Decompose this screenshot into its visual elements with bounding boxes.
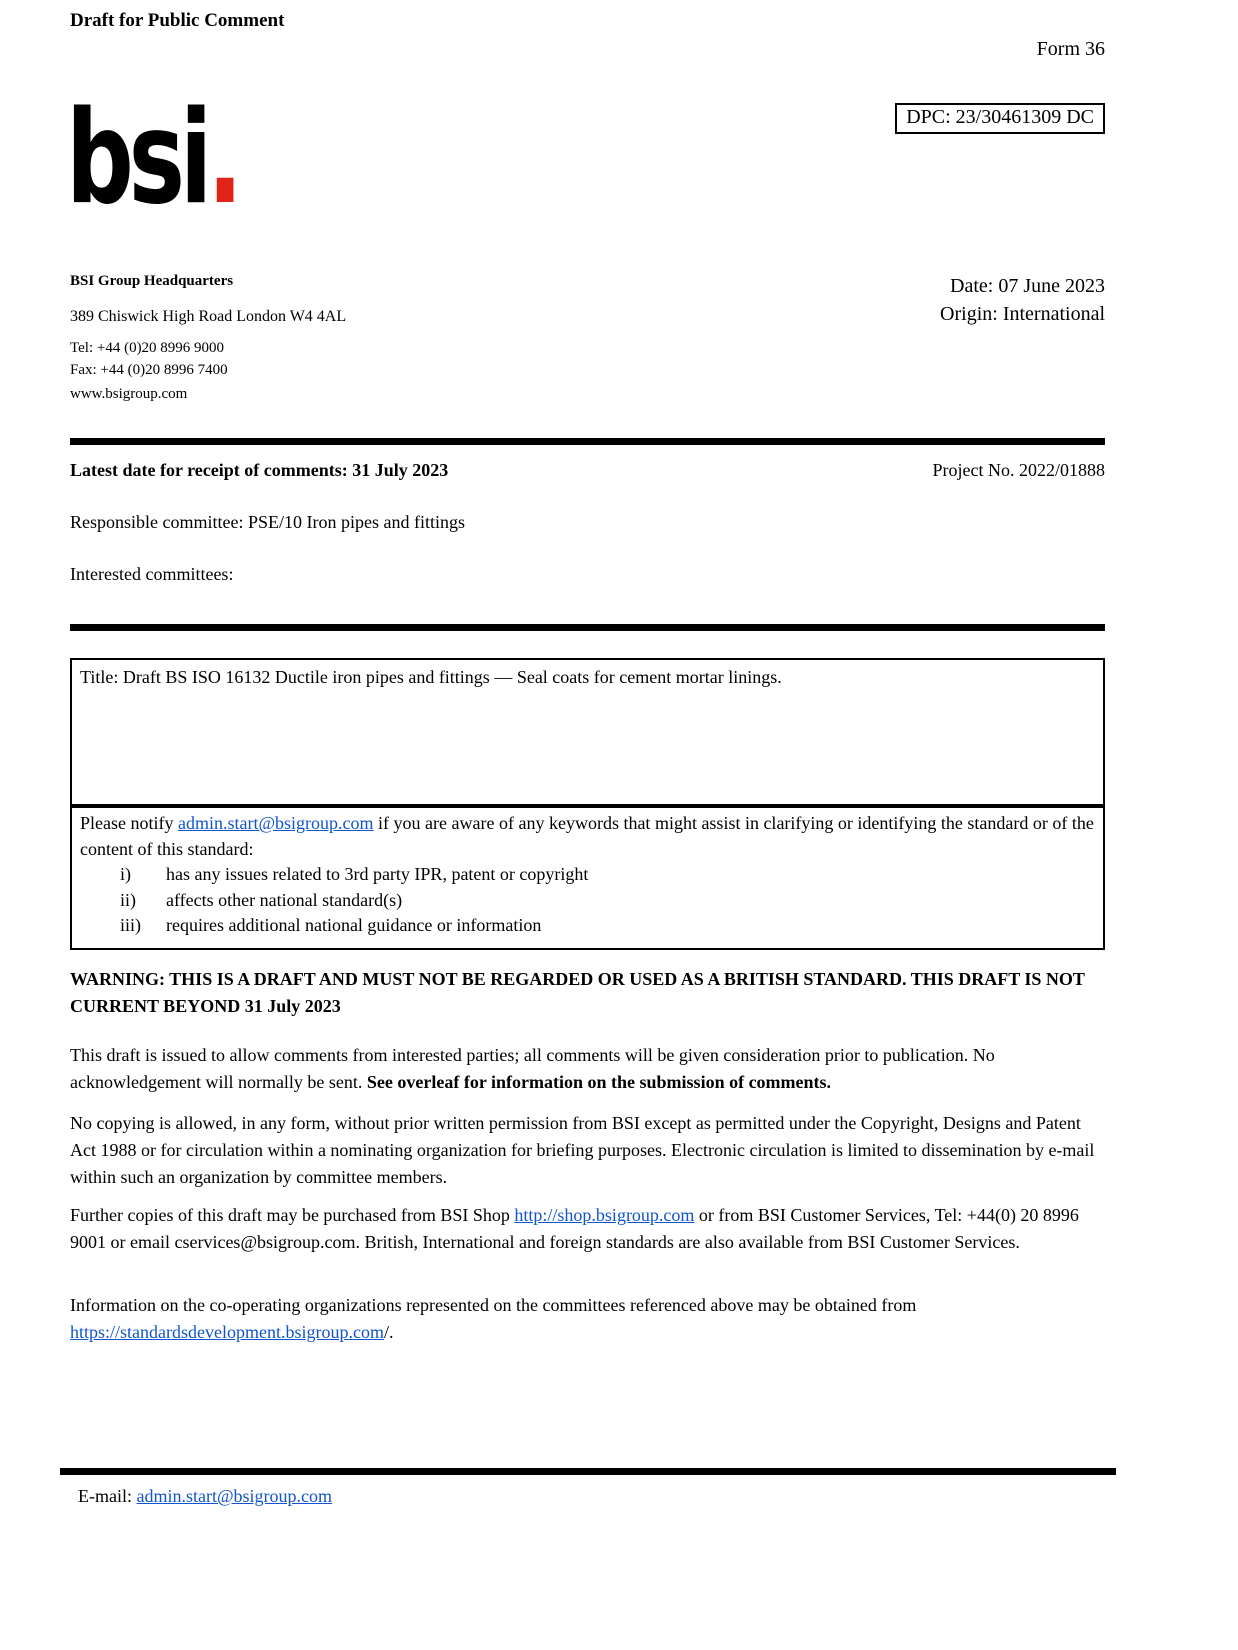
responsible-committee: Responsible committee: PSE/10 Iron pipes and fittings	[70, 512, 465, 532]
comments-deadline-row	[70, 460, 1105, 481]
hq-street: 389 Chiswick High Road London W4 4AL	[70, 307, 347, 325]
item-marker: ii)	[120, 889, 136, 910]
paragraph-further-copies	[70, 1202, 1110, 1256]
bsi-logo-dot: .	[207, 84, 244, 233]
keywords-box	[70, 806, 1105, 950]
project-number: Project No. 2022/01888	[932, 460, 1105, 480]
keyword-item	[80, 888, 1095, 914]
coop-info-suffix: /.	[383, 1322, 394, 1342]
shop-link[interactable]: http://shop.bsigroup.com	[514, 1205, 695, 1225]
bsi-logo-text: bsi	[66, 84, 208, 233]
latest-date-label: Latest date for receipt of comments: 31 July 2023	[70, 460, 449, 480]
date-label: Date: 07 June 2023	[950, 275, 1105, 297]
title-box	[70, 658, 1105, 806]
divider-top	[70, 438, 1105, 445]
hq-address	[70, 272, 346, 405]
hq-website: www.bsigroup.com	[70, 386, 188, 403]
date-origin-block	[940, 272, 1105, 328]
hq-fax: Fax: +44 (0)20 8996 7400	[70, 361, 228, 378]
bsi-logo	[66, 84, 244, 233]
origin-label: Origin: International	[940, 303, 1105, 325]
notify-prefix: Please notify	[80, 813, 178, 833]
keyword-item	[80, 862, 1095, 888]
item-marker: iii)	[120, 915, 141, 936]
hq-name: BSI Group Headquarters	[70, 273, 234, 289]
footer-email-prefix: E-mail:	[78, 1486, 137, 1506]
interested-committees: Interested committees:	[70, 564, 234, 584]
overleaf-bold: See overleaf for information on the submission of comments.	[366, 1072, 832, 1092]
warning-paragraph: WARNING: THIS IS A DRAFT AND MUST NOT BE REGARDED OR USED AS A BRITISH STANDARD. THIS DRAFT IS NOT CURRENT BEYOND 31 July 2023	[70, 969, 1085, 1016]
item-text: affects other national standard(s)	[166, 889, 403, 910]
title-text: Title: Draft BS ISO 16132 Ductile iron pipes and fittings — Seal coats for cement mortar linings.	[80, 667, 782, 687]
footer-email-line	[78, 1486, 332, 1507]
coop-info-prefix: Information on the co-operating organizations represented on the committees referenced above may be obtained from	[70, 1295, 917, 1315]
notify-paragraph	[80, 811, 1095, 862]
further-copies-suffix: or from BSI Customer Services, Tel: +44(0) 20 8996 9001 or email cservices@bsigroup.com. British, International and foreign standards are also available from BSI Customer Services.	[70, 1205, 1079, 1252]
divider-bottom	[60, 1468, 1116, 1475]
divider-mid	[70, 624, 1105, 631]
notify-suffix: if you are aware of any keywords that might assist in clarifying or identifying the standard or of the content of this standard:	[80, 813, 1094, 859]
footer-email-link[interactable]: admin.start@bsigroup.com	[136, 1486, 333, 1506]
hq-tel: Tel: +44 (0)20 8996 9000	[70, 340, 225, 357]
draft-for-public-comment-label: Draft for Public Comment	[70, 10, 285, 31]
dpc-number: DPC: 23/30461309 DC	[906, 106, 1094, 128]
item-text: has any issues related to 3rd party IPR, patent or copyright	[166, 864, 589, 885]
keyword-item	[80, 913, 1095, 939]
dpc-number-box	[895, 103, 1105, 134]
standards-dev-link[interactable]: https://standardsdevelopment.bsigroup.com	[70, 1322, 384, 1342]
form-number: Form 36	[1036, 38, 1105, 60]
paragraph-draft-issued	[70, 1042, 1110, 1096]
item-text: requires additional national guidance or information	[166, 915, 542, 936]
draft-issued-text: This draft is issued to allow comments from interested parties; all comments will be given consideration prior to publication. No acknowledgement will normally be sent.	[70, 1045, 995, 1092]
further-copies-prefix: Further copies of this draft may be purchased from BSI Shop	[70, 1205, 515, 1225]
paragraph-coop-info	[70, 1292, 1110, 1346]
paragraph-no-copying: No copying is allowed, in any form, without prior written permission from BSI except as permitted under the Copyright, Designs and Patent Act 1988 or for circulation within a nominating organization for briefing purposes. Electronic circulation is limited to dissemination by e-mail within such an organization by committee members.	[70, 1113, 1095, 1187]
notify-email-link[interactable]: admin.start@bsigroup.com	[177, 813, 374, 833]
item-marker: i)	[120, 864, 131, 885]
